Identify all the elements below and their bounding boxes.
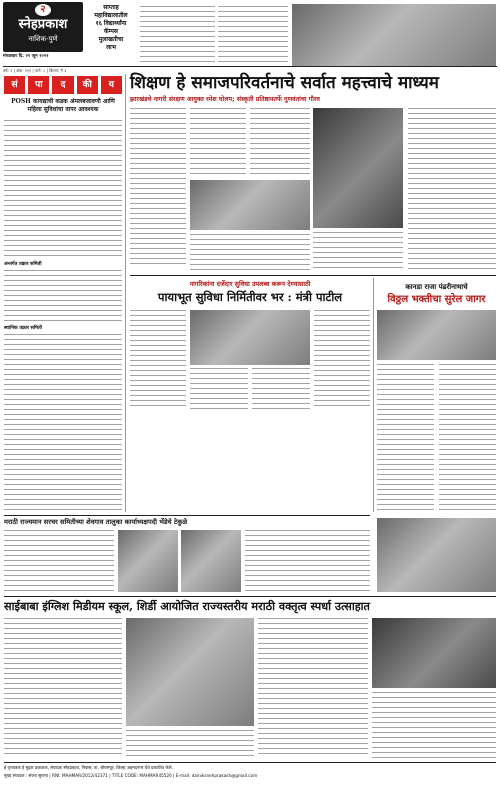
editorial-body-2 bbox=[4, 270, 122, 324]
story2-photo bbox=[190, 310, 310, 365]
story3-headline: विठ्ठल भक्तीचा सुरेल जागर bbox=[387, 294, 486, 305]
editorial-letter: की bbox=[77, 76, 98, 94]
story4-photo-1 bbox=[118, 530, 178, 592]
masthead-logo bbox=[3, 2, 83, 52]
story2-body-4 bbox=[314, 310, 370, 410]
story4-rule bbox=[4, 515, 370, 516]
story4-body-2 bbox=[245, 530, 370, 592]
masthead bbox=[3, 2, 83, 52]
editorial-subhead-1: अन्तर्गत तक्रार समिती bbox=[4, 262, 42, 267]
promo-line-1: साप्ताह bbox=[103, 4, 119, 11]
masthead-title: स्नेहप्रकाश bbox=[18, 17, 68, 32]
story2-headline: पायाभूत सुविधा निर्मितीवर भर : मंत्री पाटील bbox=[157, 290, 343, 304]
story5-body-2 bbox=[126, 730, 254, 758]
footer-line-2: मुख्य संपादक : संजय सुराणा | RNI: MAHMAR/2012/42371 | TITLE CODE: MAHMAR45526 | E-mail: dainiksnehprakash@gmail.com bbox=[4, 773, 258, 778]
lead-photo-2 bbox=[313, 108, 403, 228]
promo-line-6: लाभ bbox=[106, 44, 116, 51]
editorial-banner bbox=[4, 76, 122, 94]
lead-body-col-2 bbox=[190, 108, 246, 178]
side-ad-photo bbox=[377, 518, 496, 592]
editorial-letter: द bbox=[52, 76, 73, 94]
editorial-title: POSH कायद्याची कडक अंमलबजावणी आणि महिला सुविधांचा वापर आवश्यक bbox=[11, 98, 115, 113]
story4-body-1 bbox=[4, 530, 114, 592]
masthead-number: २ bbox=[40, 4, 46, 15]
lead-body-col-5 bbox=[190, 234, 310, 272]
lead-bottom-rule bbox=[130, 275, 496, 276]
editorial-letter: पा bbox=[28, 76, 49, 94]
promo-line-3: १६ विद्यार्थ्यांना bbox=[95, 20, 127, 27]
story3-kicker: कानडा राजा पंढरीनाथाचे bbox=[405, 283, 468, 291]
story4-headline: मराठी राज्यमान सरचर समितीच्या शेवगाव तालुका कार्याध्यक्षपदी भेंडेचे टेकुळे bbox=[4, 518, 188, 526]
promo-article-text-2 bbox=[218, 6, 288, 64]
promo-line-2: महाविद्यालातील bbox=[94, 12, 128, 19]
story5-rule bbox=[4, 596, 496, 597]
issue-line: वर्ष: १ | अंक: ११२ | पाने: ८ | किंमत: ₹ ३ bbox=[3, 68, 67, 73]
editorial-letter: य bbox=[101, 76, 122, 94]
campus-promo bbox=[86, 4, 136, 66]
masthead-number-badge bbox=[35, 4, 51, 16]
story4-photo-2 bbox=[181, 530, 241, 592]
story2-kicker: नागरिकांना दर्जेदार सुविधा उपलब्ध करून देण्यासाठी bbox=[189, 280, 311, 288]
column-divider-2 bbox=[373, 278, 374, 512]
story2-body-3 bbox=[252, 368, 310, 410]
story5-body-4 bbox=[372, 692, 496, 758]
story3-body-2 bbox=[439, 364, 496, 512]
story5-photo-1 bbox=[126, 618, 254, 726]
footer-line-1: हे वृत्तपत्रक हे मुद्रक प्रकाशक, संपादक स्नेहप्रकाश, निवास, ता. श्रीरामपूर, जिल्हा अहमदनगर येथे प्रकाशित केले. bbox=[4, 765, 173, 770]
lead-body-col-3 bbox=[250, 108, 310, 178]
editorial-body-3 bbox=[4, 334, 122, 512]
promo-line-4: कॅम्पस bbox=[104, 28, 118, 35]
story5-body-1 bbox=[4, 618, 122, 758]
story5-body-3 bbox=[258, 618, 368, 758]
lead-subheadline: झारखंडचे नागरी संरक्षण आयुक्त रमेश घोलप; संस्कृती प्रतिष्ठानतर्फे गुणवंतांचा गौरव bbox=[130, 96, 320, 103]
masthead-subtitle: नाशिक-पुणे bbox=[28, 35, 58, 43]
lead-body-col-4 bbox=[408, 108, 496, 273]
footer-rule bbox=[4, 762, 496, 763]
column-divider bbox=[125, 74, 126, 512]
story2-body-2 bbox=[190, 368, 248, 410]
masthead-date: मंगळवार दि. २१ जून २०२१ bbox=[3, 54, 49, 59]
lead-body-col-6 bbox=[313, 232, 403, 272]
story5-photo-2 bbox=[372, 618, 496, 688]
editorial-subhead-2: स्थानिक तक्रार समिती bbox=[4, 326, 42, 331]
header-rule bbox=[3, 66, 497, 67]
promo-line-5: मुलाखतीचा bbox=[98, 36, 124, 43]
editorial-body bbox=[4, 120, 122, 260]
promo-photo bbox=[292, 4, 496, 66]
lead-headline: शिक्षण हे समाजपरिवर्तनाचे सर्वात महत्त्वाचे माध्यम bbox=[130, 73, 439, 93]
story3-body-1 bbox=[377, 364, 434, 512]
story3-photo bbox=[377, 310, 496, 360]
lead-body-col-1 bbox=[130, 108, 186, 268]
story2-body-1 bbox=[130, 310, 186, 410]
editorial-letter: सं bbox=[4, 76, 25, 94]
promo-article-text bbox=[140, 6, 215, 64]
story5-headline: साईबाबा इंग्लिश मिडीयम स्कूल, शिर्डी आयोजित राज्यस्तरीय मराठी वक्तृत्व स्पर्धा उत्साहात bbox=[4, 599, 370, 613]
lead-photo-1 bbox=[190, 180, 310, 230]
